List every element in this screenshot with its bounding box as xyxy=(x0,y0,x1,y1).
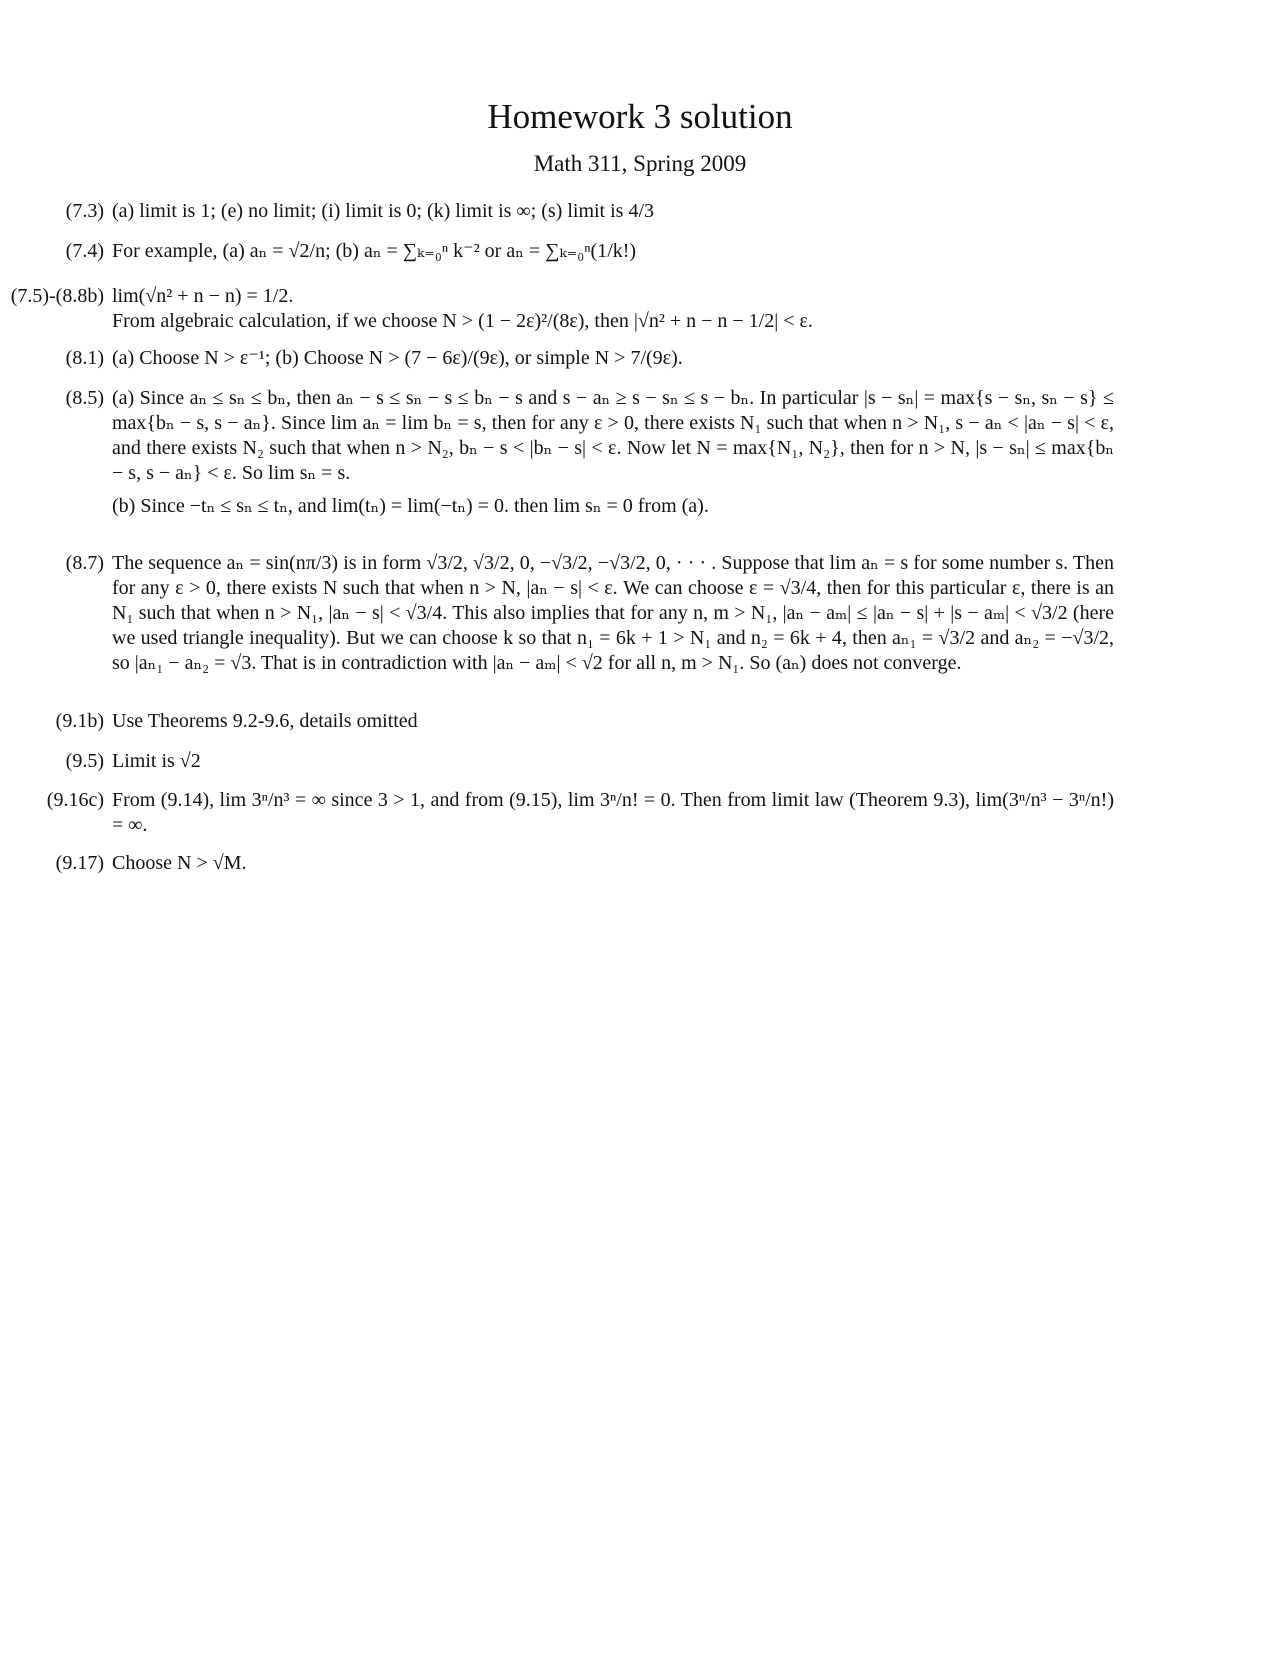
solution-text: (a) limit is 1; (e) no limit; (i) limit is 0; (k) limit is ∞; (s) limit is 4/3 xyxy=(112,200,655,222)
problem-label: (7.5)-(8.8b) xyxy=(10,285,104,307)
solution-body xyxy=(112,551,1114,676)
solution-body xyxy=(112,284,1114,334)
problem-label: (9.1b) xyxy=(55,710,104,732)
solution-text: (a) Since aₙ ≤ sₙ ≤ bₙ, then aₙ − s ≤ sₙ − s ≤ bₙ − s and s − aₙ ≥ s − sₙ ≤ s − bₙ. In particular |s − sₙ| = max{s − sₙ, sₙ − s} ≤ max{bₙ − s, s − aₙ}. Since lim aₙ = lim bₙ = s, then for any ε > 0, there exists N₁ such that when n > N₁, s − aₙ < |aₙ − s| < ε, and there exists N₂ such that when n > N₂, bₙ − s < |bₙ − s| < ε. Now let N = max{N₁, N₂}, then for n > N, |s − sₙ| ≤ max{bₙ − s, s − aₙ} < ε. So lim sₙ = s. xyxy=(112,387,1114,484)
solution-body xyxy=(112,749,1114,774)
solution-body xyxy=(112,346,1114,371)
solution-body xyxy=(112,851,1114,876)
problem-label: (9.16c) xyxy=(46,789,104,811)
document-title: Homework 3 solution xyxy=(487,97,793,136)
solution-text: From (9.14), lim 3ⁿ/n³ = ∞ since 3 > 1, and from (9.15), lim 3ⁿ/n! = 0. Then from limit law (Theorem 9.3), lim(3ⁿ/n³ − 3ⁿ/n!) = ∞. xyxy=(112,789,1114,836)
problem-label: (9.5) xyxy=(65,750,104,772)
solution-text: For example, (a) aₙ = √2/n; (b) aₙ = ∑ₖ₌₀ⁿ k⁻² or aₙ = ∑ₖ₌₀ⁿ(1/k!) xyxy=(112,240,637,262)
solution-body xyxy=(112,709,1114,734)
solution-body xyxy=(112,239,1114,264)
problem-label: (8.7) xyxy=(65,552,104,574)
solution-text: The sequence aₙ = sin(nπ/3) is in form √3/2, √3/2, 0, −√3/2, −√3/2, 0, · · · . Suppose that lim aₙ = s for some number s. Then for any ε > 0, there exists N such that when n > N, |aₙ − s| < ε. We can choose ε = √3/4, then for this particular ε, there is an N₁ such that when n > N₁, |aₙ − s| < √3/4. This also implies that for any n, m > N₁, |aₙ − aₘ| ≤ |aₙ − s| + |s − aₘ| < √3/2 (here we used triangle inequality). But we can choose k so that n₁ = 6k + 1 > N₁ and n₂ = 6k + 4, then aₙ₁ = √3/2 and aₙ₂ = −√3/2, so |aₙ₁ − aₙ₂ = √3. That is in contradiction with |aₙ − aₘ| < √2 for all n, m > N₁. So (aₙ) does not converge. xyxy=(112,552,1114,674)
solution-text: (b) Since −tₙ ≤ sₙ ≤ tₙ, and lim(tₙ) = lim(−tₙ) = 0. then lim sₙ = 0 from (a). xyxy=(112,495,709,517)
solution-body xyxy=(112,788,1114,838)
problem-label: (8.5) xyxy=(65,387,104,409)
solution-body xyxy=(112,386,1114,519)
document-subtitle: Math 311, Spring 2009 xyxy=(533,151,747,176)
problem-label: (8.1) xyxy=(65,347,104,369)
solution-text: (a) Choose N > ε⁻¹; (b) Choose N > (7 − 6ε)/(9ε), or simple N > 7/(9ε). xyxy=(112,347,683,369)
solution-text: Choose N > √M. xyxy=(112,852,247,874)
solution-text: lim(√n² + n − n) = 1/2. From algebraic calculation, if we choose N > (1 − 2ε)²/(8ε), then |√n² + n − n − 1/2| < ε. xyxy=(112,285,813,332)
solution-text: Use Theorems 9.2-9.6, details omitted xyxy=(112,710,418,732)
solution-body xyxy=(112,199,1114,224)
problem-label: (7.4) xyxy=(65,240,104,262)
problem-label: (7.3) xyxy=(65,200,104,222)
solution-text: Limit is √2 xyxy=(112,750,201,772)
problem-label: (9.17) xyxy=(55,852,104,874)
